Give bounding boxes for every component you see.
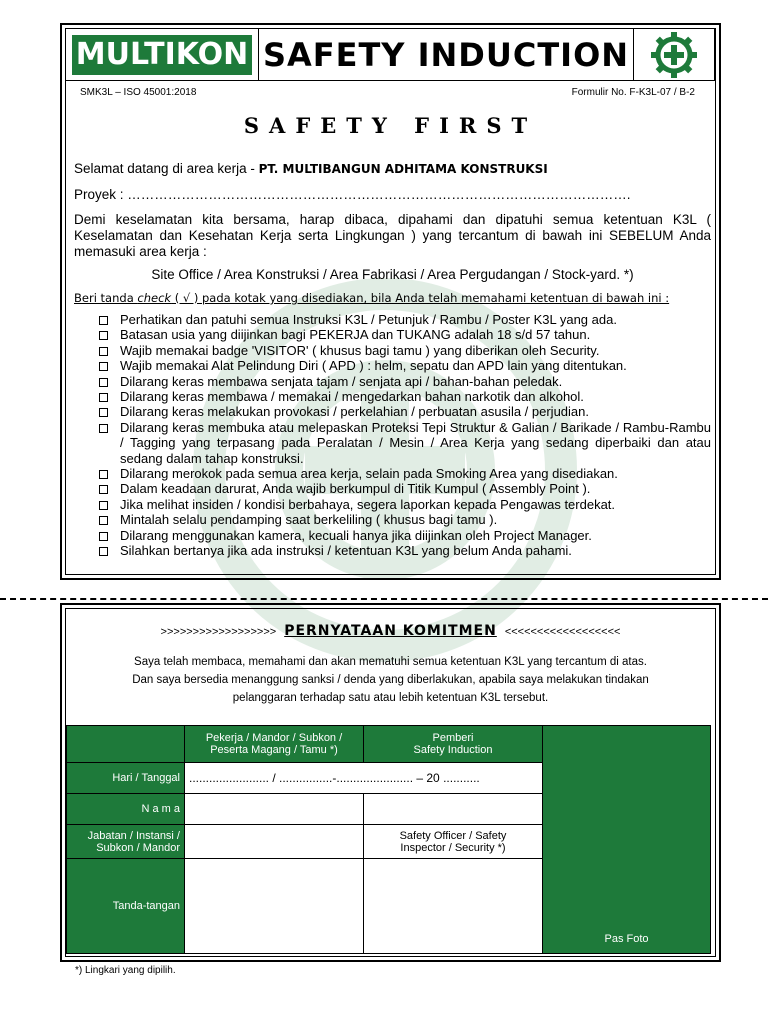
commitment-title-line: >>>>>>>>>>>>>>>>>> PERNYATAAN KOMITMEN <<<<<<<<<<<<<<<<<< bbox=[160, 623, 621, 639]
checkbox[interactable] bbox=[99, 547, 108, 556]
form-number: Formulir No. F-K3L-07 / B-2 bbox=[571, 87, 695, 98]
rule-item: Dilarang merokok pada semua area kerja, selain pada Smoking Area yang disediakan. bbox=[96, 466, 711, 481]
checkbox[interactable] bbox=[99, 532, 108, 541]
areas-line: Site Office / Area Konstruksi / Area Fabrikasi / Area Pergudangan / Stock-yard. *) bbox=[151, 267, 634, 282]
cut-line bbox=[0, 598, 768, 600]
welcome-line: Selamat datang di area kerja - PT. MULTIBANGUN ADHITAMA KONSTRUKSI bbox=[74, 161, 548, 176]
inductor-name-field[interactable] bbox=[364, 794, 543, 825]
inductor-signature-field[interactable] bbox=[364, 859, 543, 954]
rule-item: Perhatikan dan patuhi semua Instruksi K3L / Petunjuk / Rambu / Poster K3L yang ada. bbox=[96, 312, 711, 327]
checkbox[interactable] bbox=[99, 362, 108, 371]
checkbox[interactable] bbox=[99, 316, 108, 325]
rule-item: Dilarang keras membawa senjata tajam / senjata api / bahan-bahan peledak. bbox=[96, 374, 711, 389]
rule-item: Dalam keadaan darurat, Anda wajib berkumpul di Titik Kumpul ( Assembly Point ). bbox=[96, 481, 711, 496]
k3-gear-cross-icon bbox=[650, 31, 698, 79]
rule-item: Dilarang keras membuka atau melepaskan Proteksi Tepi Struktur & Galian / Barikade / Rambu-Rambu / Tagging yang terpasang pada Peralatan / Mesin / Area Kerja yang sedang diperbaiki dan atau sedang dalam tahap konstruksi. bbox=[96, 420, 711, 466]
signature-table bbox=[66, 725, 711, 954]
rule-item: Silahkan bertanya jika ada instruksi / ketentuan K3L yang belum Anda pahami. bbox=[96, 543, 711, 558]
photo-box: Pas Foto bbox=[543, 726, 711, 954]
commitment-card bbox=[60, 603, 721, 962]
company-name: PT. MULTIBANGUN ADHITAMA KONSTRUKSI bbox=[258, 162, 548, 176]
checkbox[interactable] bbox=[99, 501, 108, 510]
checkbox[interactable] bbox=[99, 485, 108, 494]
header bbox=[65, 28, 715, 81]
intro-paragraph: Demi keselamatan kita bersama, harap dibaca, dipahami dan dipatuhi semua ketentuan K3L ( Keselamatan dan Kesehatan Kerja serta Lingkungan ) yang tercantum di bawah ini SEBELUM Anda memasuki area kerja : bbox=[74, 212, 711, 259]
worker-job-field[interactable] bbox=[185, 825, 364, 859]
rule-item: Mintalah selalu pendamping saat berkeliling ( khusus bagi tamu ). bbox=[96, 512, 711, 527]
column-worker: Pekerja / Mandor / Subkon / Peserta Magang / Tamu *) bbox=[185, 726, 364, 763]
worker-signature-field[interactable] bbox=[185, 859, 364, 954]
checkbox[interactable] bbox=[99, 424, 108, 433]
project-line: Proyek : …………………………………………………………………………………………………. bbox=[74, 187, 631, 202]
checkbox[interactable] bbox=[99, 393, 108, 402]
checkbox[interactable] bbox=[99, 516, 108, 525]
date-field[interactable]: ........................ / ................-....................... – 20 ........... bbox=[185, 763, 543, 794]
page-title: SAFETY INDUCTION bbox=[259, 29, 634, 80]
rule-item: Jika melihat insiden / kondisi berbahaya, segera laporkan kepada Pengawas terdekat. bbox=[96, 497, 711, 512]
column-inductor: Pemberi Safety Induction bbox=[364, 726, 543, 763]
rule-item: Dilarang keras melakukan provokasi / perkelahian / perbuatan asusila / perjudian. bbox=[96, 404, 711, 419]
checkbox[interactable] bbox=[99, 470, 108, 479]
rule-item: Wajib memakai badge 'VISITOR' ( khusus bagi tamu ) yang diberikan oleh Security. bbox=[96, 343, 711, 358]
inductor-job-field[interactable]: Safety Officer / Safety Inspector / Security *) bbox=[364, 825, 543, 859]
rules-list bbox=[96, 312, 711, 559]
safety-first-heading: SAFETY FIRST bbox=[243, 113, 538, 138]
name-label: N a m a bbox=[67, 794, 185, 825]
checkbox[interactable] bbox=[99, 331, 108, 340]
rule-item: Dilarang keras membawa / memakai / mengedarkan bahan narkotik dan alkohol. bbox=[96, 389, 711, 404]
job-label: Jabatan / Instansi / Subkon / Mandor bbox=[67, 825, 185, 859]
checkbox[interactable] bbox=[99, 347, 108, 356]
rule-item: Dilarang menggunakan kamera, kecuali hanya jika diijinkan oleh Project Manager. bbox=[96, 528, 711, 543]
checkbox[interactable] bbox=[99, 378, 108, 387]
multikon-logo: MULTIKON bbox=[72, 35, 252, 75]
checkbox[interactable] bbox=[99, 408, 108, 417]
commitment-title: PERNYATAAN KOMITMEN bbox=[284, 623, 497, 639]
check-instruction: Beri tanda check ( √ ) pada kotak yang disediakan, bila Anda telah memahami ketentuan di bawah ini : bbox=[74, 291, 670, 305]
standard-label: SMK3L – ISO 45001:2018 bbox=[80, 87, 197, 98]
worker-name-field[interactable] bbox=[185, 794, 364, 825]
signature-label: Tanda-tangan bbox=[67, 859, 185, 954]
safety-induction-card bbox=[60, 23, 721, 580]
date-label: Hari / Tanggal bbox=[67, 763, 185, 794]
rule-item: Batasan usia yang diijinkan bagi PEKERJA dan TUKANG adalah 18 s/d 57 tahun. bbox=[96, 327, 711, 342]
footnote: *) Lingkari yang dipilih. bbox=[75, 965, 176, 976]
commitment-statement: Saya telah membaca, memahami dan akan mematuhi semua ketentuan K3L yang tercantum di atas. Dan saya bersedia menanggung sanksi / denda yang diberlakukan, apabila saya melakukan tindakan pelanggaran terhadap satu atau lebih ketentuan K3L tersebut. bbox=[132, 656, 649, 704]
rule-item: Wajib memakai Alat Pelindung Diri ( APD ) : helm, sepatu dan APD lain yang ditentukan. bbox=[96, 358, 711, 373]
